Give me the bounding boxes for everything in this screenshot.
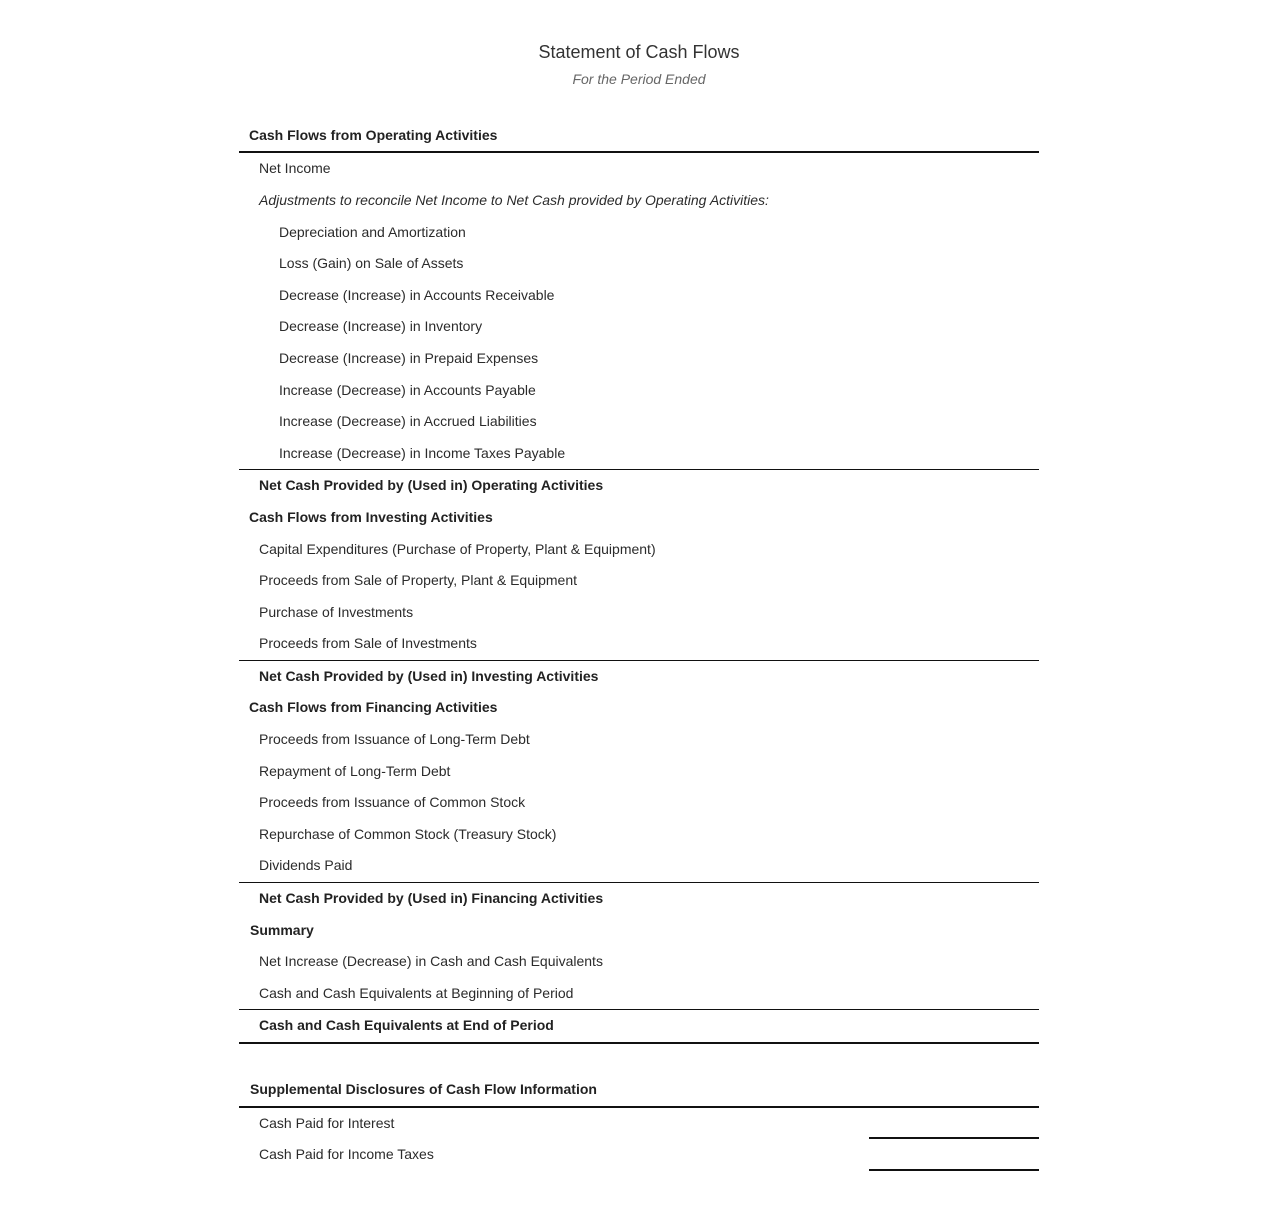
investing-line-item: Proceeds from Sale of Property, Plant & Equipment bbox=[259, 572, 578, 588]
supplemental-line-item: Cash Paid for Income Taxes bbox=[259, 1146, 434, 1162]
operating-heading: Cash Flows from Operating Activities bbox=[249, 127, 498, 143]
financing-total-label: Net Cash Provided by (Used in) Financing Activities bbox=[259, 890, 604, 906]
ending-cash-label: Cash and Cash Equivalents at End of Period bbox=[259, 1017, 554, 1033]
operating-line-item: Decrease (Increase) in Inventory bbox=[279, 318, 483, 334]
net-income-label: Net Income bbox=[259, 160, 331, 176]
taxes-amount-line bbox=[869, 1169, 1039, 1171]
operating-line-item: Increase (Decrease) in Accrued Liabilities bbox=[279, 413, 537, 429]
summary-line-item: Net Increase (Decrease) in Cash and Cash Equivalents bbox=[259, 953, 603, 969]
operating-total-rule bbox=[239, 469, 1039, 470]
summary-heading: Summary bbox=[250, 922, 314, 938]
financing-line-item: Repurchase of Common Stock (Treasury Stock) bbox=[259, 826, 557, 842]
period-subtitle: For the Period Ended bbox=[572, 71, 706, 87]
operating-line-item: Decrease (Increase) in Prepaid Expenses bbox=[279, 350, 539, 366]
ending-cash-double-rule bbox=[239, 1042, 1039, 1044]
investing-total-label: Net Cash Provided by (Used in) Investing Activities bbox=[259, 668, 599, 684]
interest-amount-line bbox=[869, 1137, 1039, 1139]
investing-heading: Cash Flows from Investing Activities bbox=[249, 509, 493, 525]
page-title: Statement of Cash Flows bbox=[538, 42, 740, 62]
operating-line-item: Decrease (Increase) in Accounts Receivable bbox=[279, 287, 555, 303]
summary-line-item: Cash and Cash Equivalents at Beginning of Period bbox=[259, 985, 574, 1001]
supplemental-line-item: Cash Paid for Interest bbox=[259, 1115, 395, 1131]
investing-line-item: Capital Expenditures (Purchase of Property, Plant & Equipment) bbox=[259, 541, 656, 557]
investing-line-item: Proceeds from Sale of Investments bbox=[259, 635, 477, 651]
financing-heading: Cash Flows from Financing Activities bbox=[249, 699, 498, 715]
operating-line-item: Depreciation and Amortization bbox=[279, 224, 466, 240]
investing-line-item: Purchase of Investments bbox=[259, 604, 414, 620]
summary-total-rule bbox=[239, 1009, 1039, 1010]
supplemental-heading-rule bbox=[239, 1106, 1039, 1108]
operating-total-label: Net Cash Provided by (Used in) Operating Activities bbox=[259, 477, 604, 493]
operating-heading-rule bbox=[239, 151, 1039, 153]
financing-total-rule bbox=[239, 882, 1039, 883]
financing-line-item: Proceeds from Issuance of Long-Term Debt bbox=[259, 731, 530, 747]
financing-line-item: Dividends Paid bbox=[259, 857, 353, 873]
adjustments-label: Adjustments to reconcile Net Income to Net Cash provided by Operating Activities: bbox=[259, 192, 769, 208]
supplemental-heading: Supplemental Disclosures of Cash Flow Information bbox=[250, 1081, 597, 1097]
operating-line-item: Increase (Decrease) in Income Taxes Payable bbox=[279, 445, 566, 461]
operating-line-item: Increase (Decrease) in Accounts Payable bbox=[279, 382, 536, 398]
financing-line-item: Proceeds from Issuance of Common Stock bbox=[259, 794, 526, 810]
financing-line-item: Repayment of Long-Term Debt bbox=[259, 763, 451, 779]
operating-line-item: Loss (Gain) on Sale of Assets bbox=[279, 255, 464, 271]
investing-total-rule bbox=[239, 660, 1039, 661]
